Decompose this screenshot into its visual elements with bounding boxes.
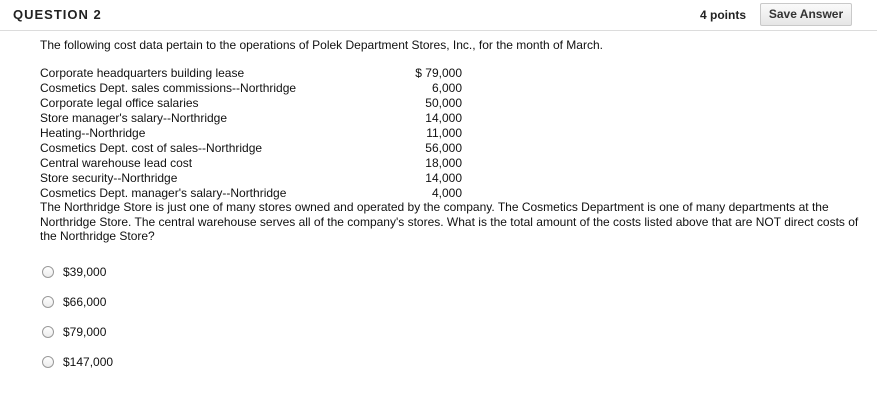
answer-option-label[interactable]: $66,000 xyxy=(63,295,107,309)
answer-option-label[interactable]: $39,000 xyxy=(63,265,107,279)
answer-options xyxy=(42,257,113,377)
answer-option[interactable] xyxy=(42,287,113,317)
cost-value: 14,000 xyxy=(425,171,462,185)
cost-label: Cosmetics Dept. cost of sales--Northridge xyxy=(40,141,263,155)
cost-value: 6,000 xyxy=(431,81,462,95)
cost-label: Store manager's salary--Northridge xyxy=(40,111,228,125)
radio-button[interactable] xyxy=(42,266,54,278)
radio-button[interactable] xyxy=(42,326,54,338)
cost-row xyxy=(40,156,470,171)
cost-value: 56,000 xyxy=(425,141,462,155)
answer-option[interactable] xyxy=(42,347,113,377)
cost-value: 11,000 xyxy=(426,126,462,140)
cost-value: $ 79,000 xyxy=(415,66,462,80)
question-header xyxy=(0,0,877,31)
cost-value: 18,000 xyxy=(425,156,462,170)
cost-value: 14,000 xyxy=(425,111,462,125)
answer-option-label[interactable]: $147,000 xyxy=(63,355,114,369)
cost-row xyxy=(40,126,470,141)
cost-label: Cosmetics Dept. manager's salary--Northridge xyxy=(40,186,287,200)
answer-option[interactable] xyxy=(42,257,113,287)
radio-button[interactable] xyxy=(42,356,54,368)
cost-value: 50,000 xyxy=(425,96,462,110)
cost-label: Corporate headquarters building lease xyxy=(40,66,245,80)
cost-row xyxy=(40,111,470,126)
cost-label: Store security--Northridge xyxy=(40,171,178,185)
points-label: 4 points xyxy=(700,8,747,22)
cost-data-table xyxy=(40,66,470,201)
cost-row xyxy=(40,96,470,111)
cost-row xyxy=(40,141,470,156)
cost-label: Heating--Northridge xyxy=(40,126,146,140)
question-number: QUESTION 2 xyxy=(13,7,102,22)
cost-label: Corporate legal office salaries xyxy=(40,96,199,110)
radio-button[interactable] xyxy=(42,296,54,308)
cost-value: 4,000 xyxy=(431,186,462,200)
question-text: The Northridge Store is just one of many stores owned and operated by the company. The Cosmetics Department is one of many departments at the Northridge Store. The central warehouse serves all of the company's stores. What is the total amount of the costs listed above that are NOT direct costs of the Northridge Store? xyxy=(40,200,859,243)
cost-label: Central warehouse lead cost xyxy=(40,156,193,170)
save-answer-button[interactable]: Save Answer xyxy=(760,3,852,26)
cost-row xyxy=(40,171,470,186)
answer-option-label[interactable]: $79,000 xyxy=(63,325,107,339)
cost-row xyxy=(40,81,470,96)
cost-label: Cosmetics Dept. sales commissions--Northridge xyxy=(40,81,297,95)
cost-row xyxy=(40,66,470,81)
question-intro: The following cost data pertain to the operations of Polek Department Stores, Inc., for the month of March. xyxy=(40,38,603,52)
cost-row xyxy=(40,186,470,201)
answer-option[interactable] xyxy=(42,317,113,347)
